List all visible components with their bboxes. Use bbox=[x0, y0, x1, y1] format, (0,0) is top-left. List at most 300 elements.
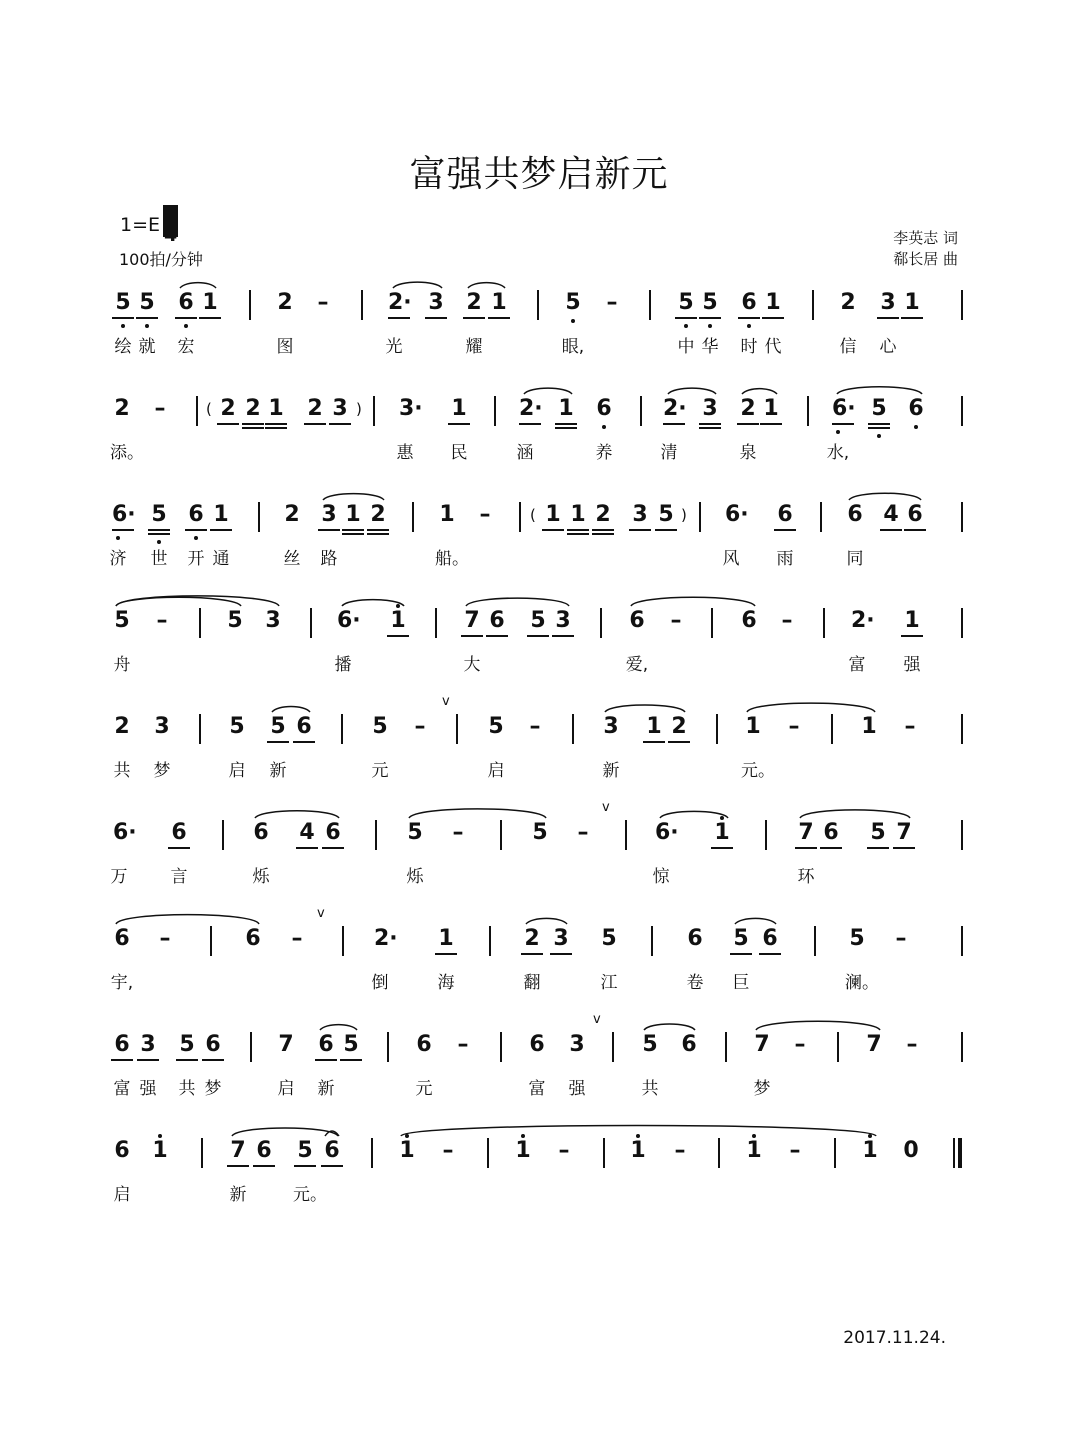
note: 2 bbox=[840, 290, 856, 315]
note: 1 bbox=[515, 1138, 531, 1163]
lyric: 信 bbox=[839, 337, 857, 357]
lyric: 启 bbox=[228, 761, 246, 781]
barline bbox=[373, 396, 375, 426]
underline bbox=[521, 953, 543, 955]
lyric: 翻 bbox=[523, 973, 541, 993]
bracket: ) bbox=[356, 400, 362, 418]
lyric: 民 bbox=[450, 443, 468, 463]
note: 5 bbox=[179, 1032, 195, 1057]
slur bbox=[116, 915, 259, 924]
barline bbox=[961, 290, 963, 320]
note: 2 bbox=[284, 502, 300, 527]
high-octave-dot bbox=[521, 1134, 525, 1138]
slur bbox=[255, 811, 339, 818]
note: 5 bbox=[678, 290, 694, 315]
barline bbox=[812, 290, 814, 320]
high-octave-dot bbox=[405, 1134, 409, 1138]
slur bbox=[735, 918, 776, 924]
underline bbox=[199, 317, 221, 319]
lyric: 共 bbox=[641, 1079, 659, 1099]
note: 2· bbox=[519, 396, 543, 421]
slur bbox=[756, 1021, 880, 1030]
lyric: 新 bbox=[229, 1185, 247, 1205]
barline bbox=[765, 820, 767, 850]
low-octave-dot bbox=[194, 536, 198, 540]
note: 6· bbox=[832, 396, 856, 421]
barline bbox=[961, 608, 963, 638]
lyric: 梦 bbox=[753, 1079, 771, 1099]
underline bbox=[342, 533, 364, 535]
lyric: 播 bbox=[334, 655, 352, 675]
note: 5 bbox=[642, 1032, 658, 1057]
low-octave-dot bbox=[684, 324, 688, 328]
note: 5 bbox=[532, 820, 548, 845]
lyric: 共 bbox=[178, 1079, 196, 1099]
lyric: 惠 bbox=[396, 443, 414, 463]
underline bbox=[877, 317, 899, 319]
final-barline bbox=[958, 1138, 962, 1168]
barline bbox=[649, 290, 651, 320]
note: 6 bbox=[823, 820, 839, 845]
underline bbox=[329, 423, 351, 425]
underline bbox=[463, 317, 485, 319]
dash: – bbox=[781, 608, 793, 633]
barline bbox=[199, 608, 201, 638]
note: 1 bbox=[390, 608, 406, 633]
slur bbox=[116, 596, 279, 606]
barline bbox=[699, 502, 701, 532]
lyric: 强 bbox=[139, 1079, 157, 1099]
lyric: 卷 bbox=[686, 973, 704, 993]
lyric: 启 bbox=[487, 761, 505, 781]
note: 7 bbox=[230, 1138, 246, 1163]
underline bbox=[488, 317, 510, 319]
underline bbox=[388, 317, 410, 319]
underline bbox=[550, 953, 572, 955]
barline bbox=[249, 290, 251, 320]
barline bbox=[199, 714, 201, 744]
lyric: 代 bbox=[764, 337, 782, 357]
note: 1 bbox=[399, 1138, 415, 1163]
note: 5 bbox=[270, 714, 286, 739]
low-octave-dot bbox=[836, 430, 840, 434]
barline bbox=[837, 1032, 839, 1062]
low-octave-dot bbox=[708, 324, 712, 328]
note: 2 bbox=[277, 290, 293, 315]
barline bbox=[456, 714, 458, 744]
note: 7 bbox=[464, 608, 480, 633]
underline bbox=[730, 953, 752, 955]
barline bbox=[725, 1032, 727, 1062]
barline bbox=[201, 1138, 203, 1168]
slur bbox=[323, 494, 384, 500]
dash: – bbox=[895, 926, 907, 951]
lyric: 大 bbox=[463, 655, 481, 675]
dash: – bbox=[414, 714, 426, 739]
note: 5 bbox=[372, 714, 388, 739]
slur bbox=[644, 1024, 695, 1030]
dash: – bbox=[794, 1032, 806, 1057]
barline bbox=[537, 290, 539, 320]
key-label: 1=E bbox=[120, 214, 161, 236]
underline bbox=[304, 423, 326, 425]
note: 4 bbox=[883, 502, 899, 527]
high-octave-dot bbox=[396, 604, 400, 608]
note: 6 bbox=[529, 1032, 545, 1057]
lyric: 环 bbox=[797, 867, 815, 887]
breath-mark: v bbox=[317, 906, 325, 921]
underline bbox=[318, 529, 340, 531]
barline bbox=[341, 714, 343, 744]
note: 7 bbox=[754, 1032, 770, 1057]
lyric: 启 bbox=[113, 1185, 131, 1205]
lyric: 元 bbox=[371, 761, 389, 781]
note: 6 bbox=[908, 396, 924, 421]
note: 5 bbox=[871, 396, 887, 421]
underline bbox=[738, 317, 760, 319]
note: 5 bbox=[115, 290, 131, 315]
note: 1 bbox=[451, 396, 467, 421]
note: 1 bbox=[861, 714, 877, 739]
slur bbox=[524, 388, 572, 394]
slur bbox=[800, 810, 910, 818]
note: 1 bbox=[213, 502, 229, 527]
note: 1 bbox=[268, 396, 284, 421]
slur bbox=[342, 600, 404, 606]
note: 6 bbox=[907, 502, 923, 527]
dash: – bbox=[154, 396, 166, 421]
underline bbox=[185, 529, 207, 531]
lyric: 中 bbox=[677, 337, 695, 357]
dash: – bbox=[606, 290, 618, 315]
barline bbox=[361, 290, 363, 320]
date: 2017.11.24. bbox=[843, 1328, 946, 1348]
dash: – bbox=[558, 1138, 570, 1163]
note: 2 bbox=[671, 714, 687, 739]
note: 5 bbox=[114, 608, 130, 633]
dash: – bbox=[452, 820, 464, 845]
note: 2 bbox=[740, 396, 756, 421]
slur bbox=[466, 598, 569, 606]
barline bbox=[375, 820, 377, 850]
barline bbox=[222, 820, 224, 850]
underline bbox=[112, 317, 134, 319]
note: 6 bbox=[171, 820, 187, 845]
underline bbox=[340, 1059, 362, 1061]
underline bbox=[175, 317, 197, 319]
slur bbox=[180, 283, 216, 288]
note: 1 bbox=[862, 1138, 878, 1163]
underline bbox=[868, 427, 890, 429]
underline bbox=[367, 533, 389, 535]
underline bbox=[486, 635, 508, 637]
note: 6 bbox=[762, 926, 778, 951]
barline bbox=[625, 820, 627, 850]
note: 6· bbox=[113, 820, 137, 845]
lyric: 海 bbox=[437, 973, 455, 993]
lyric: 就 bbox=[138, 337, 156, 357]
lyric: 雨 bbox=[776, 549, 794, 569]
note: 2· bbox=[851, 608, 875, 633]
underline bbox=[136, 317, 158, 319]
low-octave-dot bbox=[145, 324, 149, 328]
note: 6· bbox=[725, 502, 749, 527]
note: 1 bbox=[746, 1138, 762, 1163]
note: 1 bbox=[904, 608, 920, 633]
note: 1 bbox=[745, 714, 761, 739]
lyric: 倒 bbox=[371, 973, 389, 993]
dash: – bbox=[159, 926, 171, 951]
underline bbox=[592, 533, 614, 535]
note: 1 bbox=[491, 290, 507, 315]
lyric: 新 bbox=[269, 761, 287, 781]
note: 6 bbox=[489, 608, 505, 633]
barline bbox=[572, 714, 574, 744]
lyric: 梦 bbox=[153, 761, 171, 781]
underline bbox=[137, 1059, 159, 1061]
underline bbox=[699, 317, 721, 319]
underline bbox=[202, 1059, 224, 1061]
note: 6 bbox=[777, 502, 793, 527]
note: 5 bbox=[139, 290, 155, 315]
barline bbox=[600, 608, 602, 638]
underline bbox=[567, 529, 589, 531]
barline bbox=[814, 926, 816, 956]
lyric: 泉 bbox=[739, 443, 757, 463]
dash: – bbox=[670, 608, 682, 633]
underline bbox=[555, 427, 577, 429]
note: 3 bbox=[265, 608, 281, 633]
underline bbox=[668, 741, 690, 743]
underline bbox=[148, 533, 170, 535]
lyric: 启 bbox=[277, 1079, 295, 1099]
barline bbox=[651, 926, 653, 956]
lyric: 同 bbox=[846, 549, 864, 569]
note: 4 bbox=[299, 820, 315, 845]
barline bbox=[210, 926, 212, 956]
barline bbox=[258, 502, 260, 532]
barline bbox=[961, 820, 963, 850]
note: 1 bbox=[345, 502, 361, 527]
note: 1 bbox=[570, 502, 586, 527]
note: 6 bbox=[114, 1138, 130, 1163]
note: 7 bbox=[896, 820, 912, 845]
underline bbox=[367, 529, 389, 531]
note: 5 bbox=[343, 1032, 359, 1057]
underline bbox=[294, 1165, 316, 1167]
underline bbox=[425, 317, 447, 319]
lyric: 世 bbox=[150, 549, 168, 569]
barline bbox=[961, 926, 963, 956]
underline bbox=[699, 423, 721, 425]
note: 3 bbox=[632, 502, 648, 527]
note: 5 bbox=[733, 926, 749, 951]
dash: – bbox=[479, 502, 491, 527]
note: 5 bbox=[530, 608, 546, 633]
note: 3 bbox=[140, 1032, 156, 1057]
high-octave-dot bbox=[636, 1134, 640, 1138]
note: 5 bbox=[297, 1138, 313, 1163]
note: 1 bbox=[545, 502, 561, 527]
barline bbox=[961, 1032, 963, 1062]
slur bbox=[320, 1025, 357, 1030]
note: 2 bbox=[307, 396, 323, 421]
lyric: 添。 bbox=[110, 443, 144, 463]
note: 6 bbox=[847, 502, 863, 527]
underline bbox=[711, 847, 733, 849]
barline bbox=[196, 396, 198, 426]
lyric: 言 bbox=[170, 867, 188, 887]
note: 6 bbox=[205, 1032, 221, 1057]
slur bbox=[660, 811, 728, 818]
note: 2 bbox=[114, 396, 130, 421]
note: 6· bbox=[112, 502, 136, 527]
underline bbox=[267, 741, 289, 743]
barline bbox=[487, 1138, 489, 1168]
low-octave-dot bbox=[571, 319, 575, 323]
lyric: 烁 bbox=[406, 867, 424, 887]
underline bbox=[227, 1165, 249, 1167]
note: 5 bbox=[658, 502, 674, 527]
note: 2 bbox=[370, 502, 386, 527]
note: 6 bbox=[416, 1032, 432, 1057]
underline bbox=[387, 635, 409, 637]
note: 0 bbox=[903, 1138, 919, 1163]
note: 5 bbox=[702, 290, 718, 315]
barline bbox=[718, 1138, 720, 1168]
lyric: 风 bbox=[722, 549, 740, 569]
barline bbox=[342, 926, 344, 956]
lyric: 图 bbox=[276, 337, 294, 357]
note: 1 bbox=[714, 820, 730, 845]
barline bbox=[310, 608, 312, 638]
dash: – bbox=[788, 714, 800, 739]
barline bbox=[500, 1032, 502, 1062]
barline bbox=[489, 926, 491, 956]
note: 1 bbox=[765, 290, 781, 315]
slur bbox=[468, 283, 505, 288]
note: 1 bbox=[646, 714, 662, 739]
underline bbox=[293, 741, 315, 743]
underline bbox=[832, 423, 854, 425]
lyric: 新 bbox=[317, 1079, 335, 1099]
barline bbox=[519, 502, 521, 532]
note: 6 bbox=[114, 926, 130, 951]
composer-credit: 郗长居 曲 bbox=[893, 250, 958, 268]
note: 6 bbox=[256, 1138, 272, 1163]
lyric: 富 bbox=[848, 655, 866, 675]
note: 5 bbox=[565, 290, 581, 315]
note: 3 bbox=[702, 396, 718, 421]
lyric: 爱, bbox=[625, 655, 649, 675]
underline bbox=[737, 423, 759, 425]
note: 6 bbox=[741, 290, 757, 315]
note: 6 bbox=[114, 1032, 130, 1057]
note: 1 bbox=[439, 502, 455, 527]
lyric: 华 bbox=[701, 337, 719, 357]
lyric: 通 bbox=[212, 549, 230, 569]
underline bbox=[820, 847, 842, 849]
underline bbox=[663, 423, 685, 425]
low-octave-dot bbox=[121, 324, 125, 328]
underline bbox=[111, 1059, 133, 1061]
low-octave-dot bbox=[184, 324, 188, 328]
underline bbox=[760, 423, 782, 425]
underline bbox=[552, 635, 574, 637]
dash: – bbox=[674, 1138, 686, 1163]
underline bbox=[867, 847, 889, 849]
note: 5 bbox=[151, 502, 167, 527]
barline bbox=[961, 396, 963, 426]
note: 2 bbox=[466, 290, 482, 315]
note: 3 bbox=[553, 926, 569, 951]
barline bbox=[412, 502, 414, 532]
underline bbox=[527, 635, 549, 637]
lyricist-credit: 李英志 词 bbox=[893, 229, 958, 247]
note: 7 bbox=[798, 820, 814, 845]
note: 6 bbox=[629, 608, 645, 633]
note: 6 bbox=[687, 926, 703, 951]
note: 3 bbox=[880, 290, 896, 315]
note: 1 bbox=[630, 1138, 646, 1163]
underline bbox=[112, 529, 134, 531]
low-octave-dot bbox=[602, 425, 606, 429]
high-octave-dot bbox=[868, 1134, 872, 1138]
note: 1 bbox=[904, 290, 920, 315]
note: 3 bbox=[555, 608, 571, 633]
underline bbox=[296, 847, 318, 849]
lyric: 梦 bbox=[204, 1079, 222, 1099]
lyric: 时 bbox=[740, 337, 758, 357]
lyric: 强 bbox=[903, 655, 921, 675]
low-octave-dot bbox=[747, 324, 751, 328]
bracket: ( bbox=[530, 506, 536, 524]
slur bbox=[631, 597, 755, 606]
underline bbox=[253, 1165, 275, 1167]
note: 7 bbox=[278, 1032, 294, 1057]
note: 6 bbox=[741, 608, 757, 633]
note: 3· bbox=[399, 396, 423, 421]
lyric: 涵 bbox=[516, 443, 534, 463]
lyric: 心 bbox=[879, 337, 897, 357]
lyric: 养 bbox=[595, 443, 613, 463]
lyric: 强 bbox=[568, 1079, 586, 1099]
underline bbox=[176, 1059, 198, 1061]
lyric: 舟 bbox=[113, 655, 131, 675]
slur bbox=[409, 809, 546, 818]
note: 6 bbox=[253, 820, 269, 845]
underline bbox=[242, 427, 264, 429]
lyric: 富 bbox=[528, 1079, 546, 1099]
underline bbox=[699, 427, 721, 429]
underline bbox=[592, 529, 614, 531]
barline bbox=[494, 396, 496, 426]
barline bbox=[953, 1138, 955, 1168]
dash: – bbox=[789, 1138, 801, 1163]
barline bbox=[807, 396, 809, 426]
note: 3 bbox=[569, 1032, 585, 1057]
note: 2 bbox=[220, 396, 236, 421]
note: 3 bbox=[332, 396, 348, 421]
underline bbox=[148, 529, 170, 531]
underline bbox=[774, 529, 796, 531]
lyric: 富 bbox=[113, 1079, 131, 1099]
barline bbox=[612, 1032, 614, 1062]
underline bbox=[762, 317, 784, 319]
lyric: 巨 bbox=[732, 973, 750, 993]
underline bbox=[795, 847, 817, 849]
barline bbox=[435, 608, 437, 638]
